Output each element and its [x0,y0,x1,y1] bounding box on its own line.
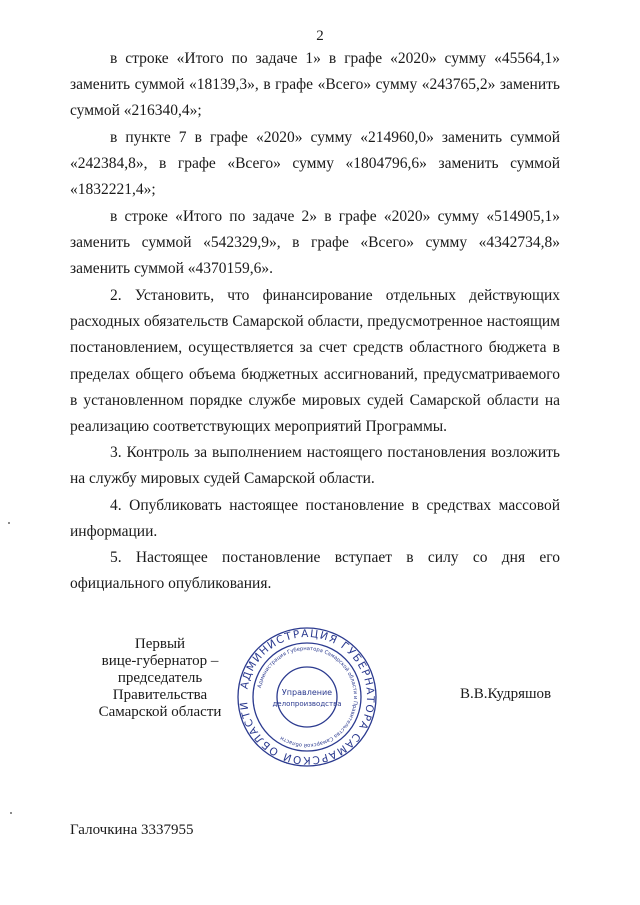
stamp-inner-text: Администрация Губернатора Самарской области и Правительства Самарской области [256,645,359,749]
signatory-title-line: председатель Правительства [112,670,208,703]
paragraph-clause-5: 5. Настоящее постановление вступает в силу со дня его официального опубликования. [70,549,560,593]
stamp-center-text-line1: Управление [281,688,333,697]
paragraph-clause-4: 4. Опубликовать настоящее постановление в средствах массовой информации. [70,497,560,541]
scan-speck [10,812,12,814]
executor-contact: Галочкина 3337955 [70,822,194,838]
paragraph-task2-total: в строке «Итого по задаче 2» в графе «2020» сумму «514905,1» заменить суммой «542329,9», в графе «Всего» сумму «4342734,8» заменить суммой «4370159,6». [70,208,560,278]
stamp-middle-ring [253,643,361,751]
paragraph-task1-total: в строке «Итого по задаче 1» в графе «2020» сумму «45564,1» заменить суммой «18139,3», в графе «Всего» сумму «243765,2» заменить суммой «216340,4»; [70,50,560,120]
stamp-outer-text: АДМИНИСТРАЦИЯ ГУБЕРНАТОРА САМАРСКОЙ ОБЛАСТИ [237,627,377,767]
signatory-name: В.В.Кудряшов [460,686,552,702]
paragraph-clause-2: 2. Установить, что финансирование отдельных действующих расходных обязательств Самарской области, предусмотренное настоящим постановлением, осуществляется за счет средств областного бюджета в пределах общего объема бюджетных ассигнований, предусматриваемого в установленном порядке службе мировых судей Самарской области на реализацию соответствующих мероприятий Программы. [70,287,560,436]
official-stamp [236,626,378,768]
stamp-inner-ring [277,667,337,727]
paragraph-item7: в пункте 7 в графе «2020» сумму «214960,0» заменить суммой «242384,8», в графе «Всего» сумму «1804796,6» заменить суммой «1832221,4»; [70,129,560,199]
signatory-title [90,636,230,721]
stamp-center-text-line2: делопроизводства [272,700,342,708]
signatory-title-line: Первый [134,636,186,652]
signatory-title-line: Самарской области [98,704,222,720]
signatory-title-line: вице-губернатор – [101,653,219,669]
paragraph-clause-3: 3. Контроль за выполнением настоящего постановления возложить на службу мировых судей Самарской области. [70,444,560,488]
page-number: 2 [316,28,324,44]
scan-speck [8,522,10,524]
